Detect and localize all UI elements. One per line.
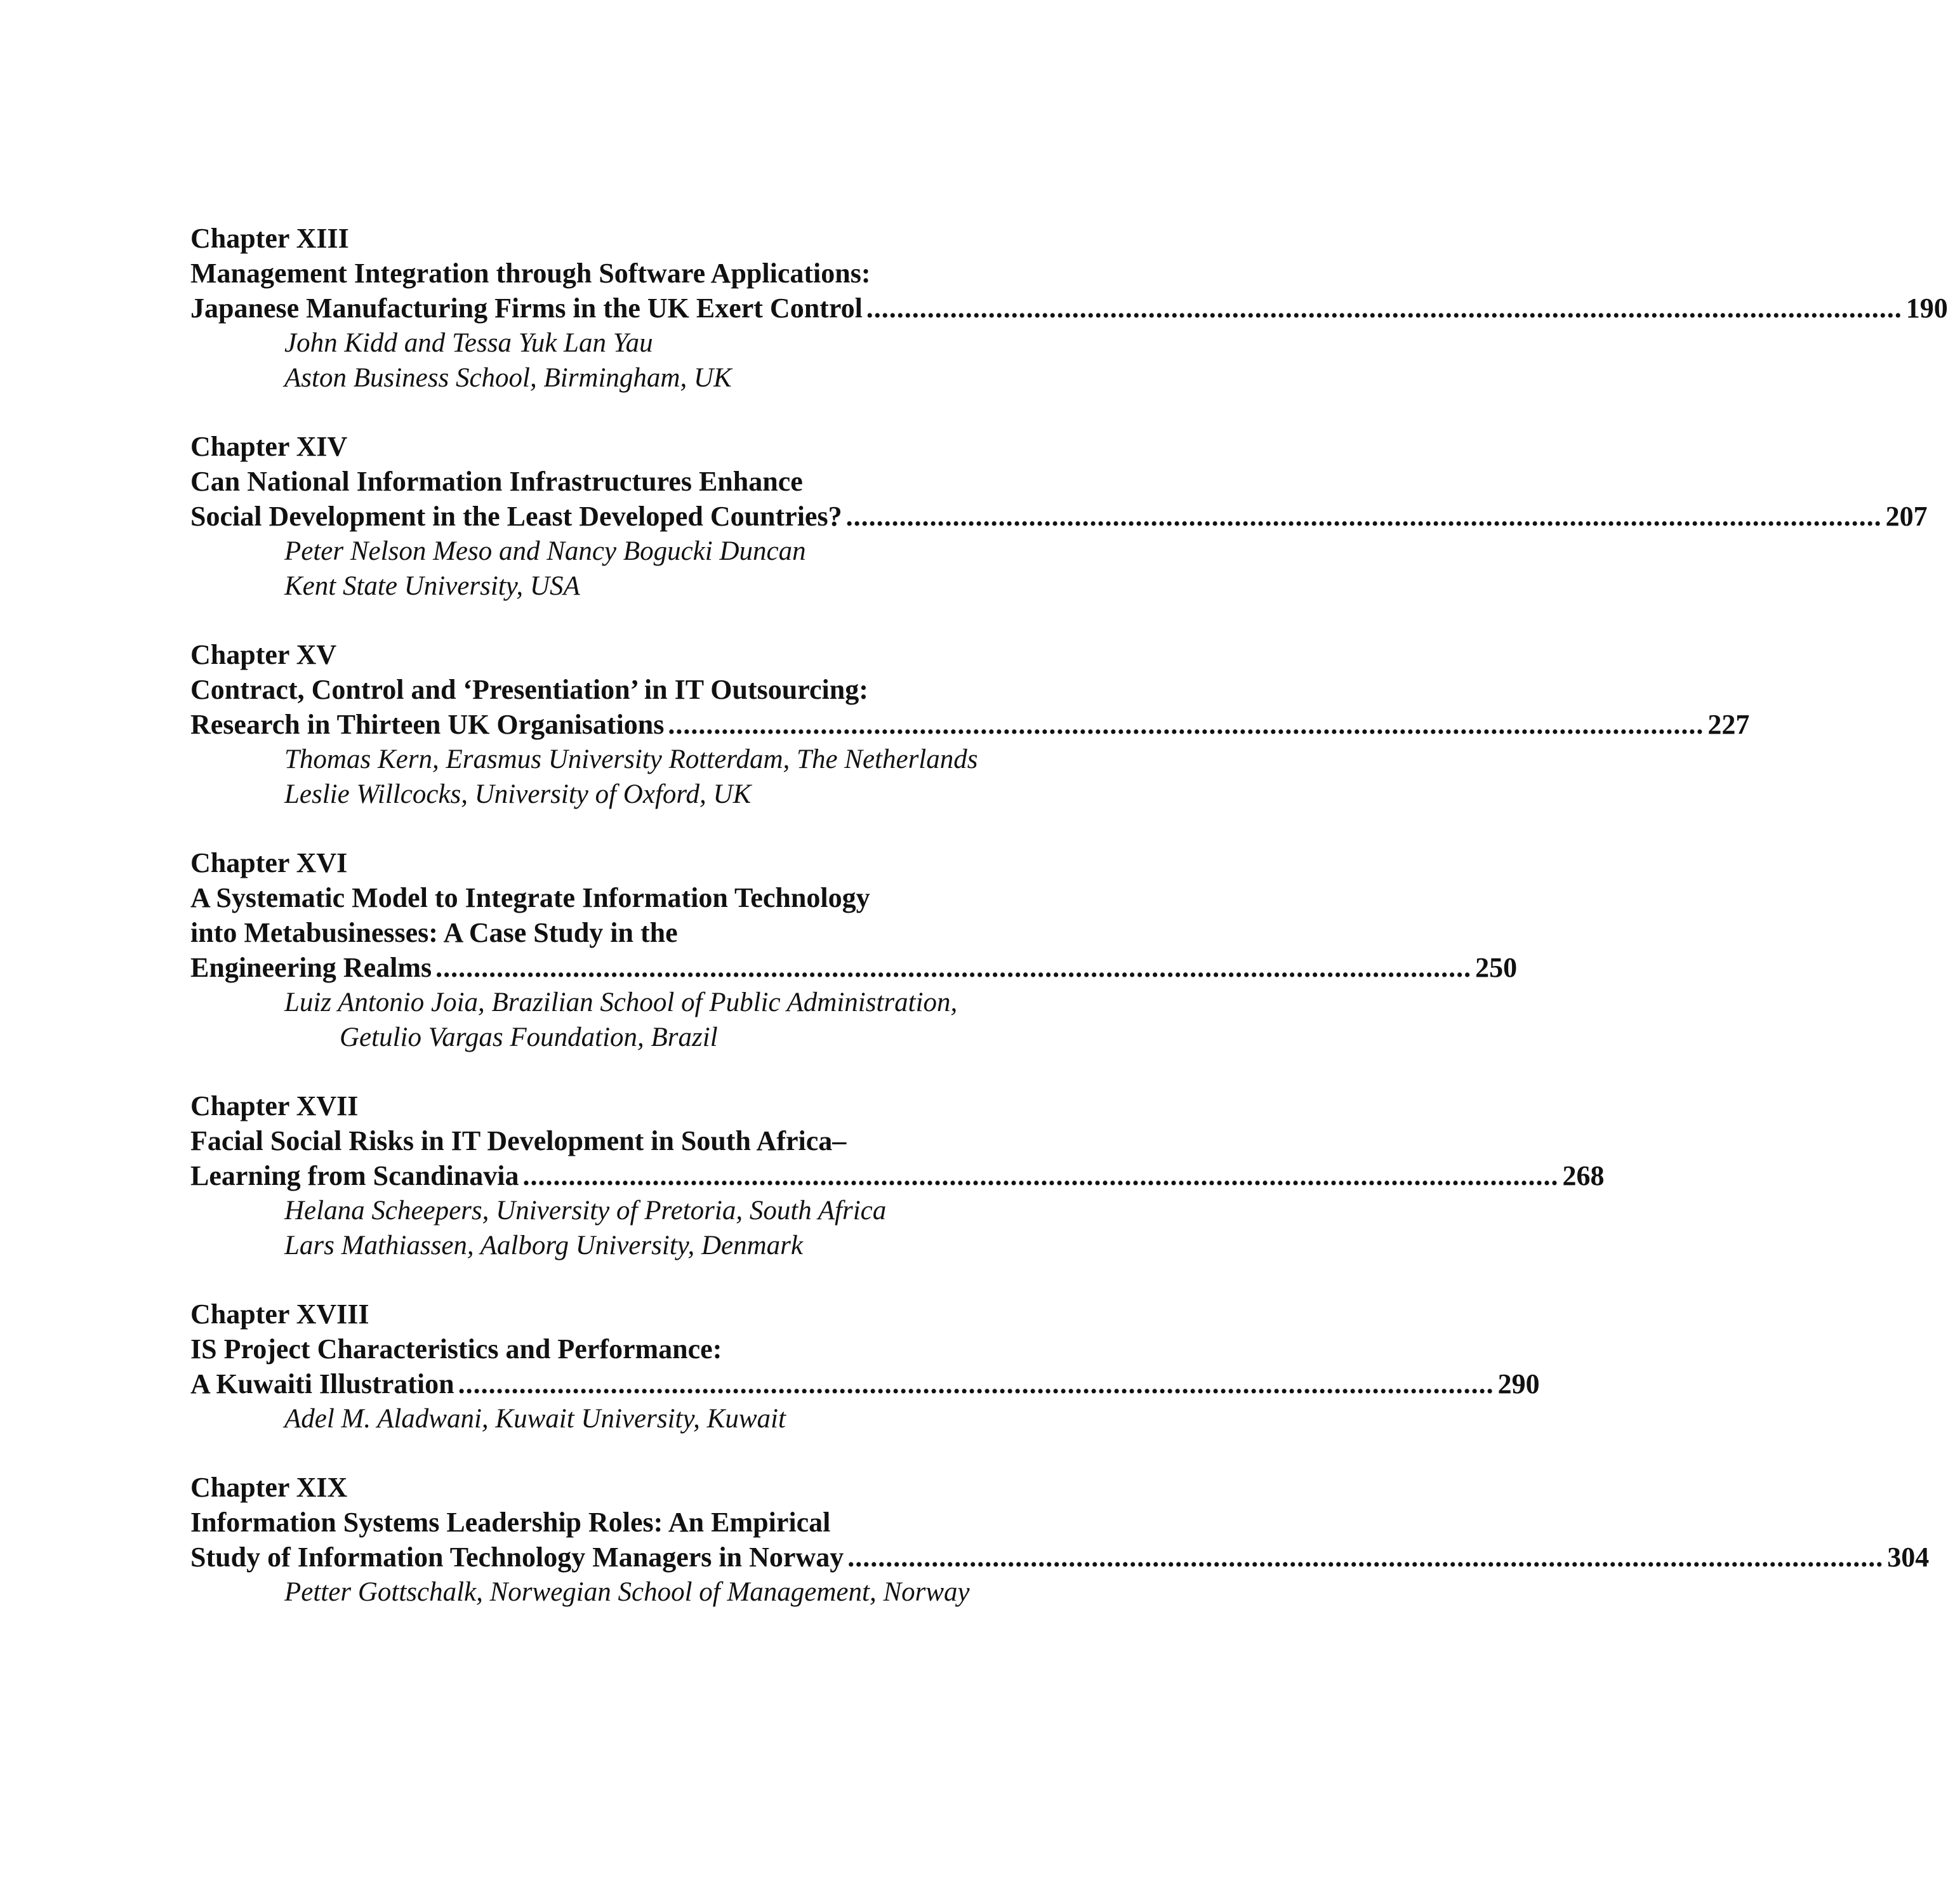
author-line: Thomas Kern, Erasmus University Rotterdam, The Netherlands: [284, 744, 978, 774]
page-number: 227: [1707, 709, 1750, 740]
chapter-title-end: Social Development in the Least Developed Countries?: [190, 501, 842, 532]
chapter-title-last-line: [190, 1158, 1605, 1193]
toc-entry: [190, 429, 1928, 604]
chapter-label: Chapter XIV: [190, 431, 348, 462]
author-line: Helana Scheepers, University of Pretoria, South Africa: [284, 1196, 887, 1226]
dot-leader: ........................................................................................................................................: [845, 501, 1882, 532]
affiliation-line: Kent State University, USA: [284, 571, 580, 601]
author-line: Peter Nelson Meso and Nancy Bogucki Duncan: [284, 536, 806, 566]
page-number: 268: [1562, 1160, 1605, 1191]
dot-leader: ........................................................................................................................................: [668, 709, 1704, 740]
toc-entry: [190, 1297, 1540, 1436]
chapter-title-line: Management Integration through Software Applications:: [190, 258, 871, 289]
chapter-title-last-line: [190, 707, 1750, 742]
dot-leader: ........................................................................................................................................: [847, 1542, 1884, 1573]
chapter-label: Chapter XIII: [190, 223, 349, 254]
chapter-title-end: A Kuwaiti Illustration: [190, 1368, 454, 1399]
author-line: Adel M. Aladwani, Kuwait University, Kuwait: [284, 1404, 786, 1434]
toc-entry: [190, 1088, 1605, 1263]
author-line: John Kidd and Tessa Yuk Lan Yau: [284, 328, 653, 358]
author-line: Leslie Willcocks, University of Oxford, UK: [284, 779, 752, 809]
chapter-title-line: IS Project Characteristics and Performance:: [190, 1333, 722, 1365]
page-number: 304: [1887, 1542, 1930, 1573]
chapter-title-line: Information Systems Leadership Roles: An Empirical: [190, 1507, 831, 1538]
chapter-title-line: A Systematic Model to Integrate Information Technology: [190, 882, 870, 913]
chapter-title-line: into Metabusinesses: A Case Study in the: [190, 917, 678, 948]
chapter-title-last-line: [190, 1540, 1930, 1575]
chapter-title-end: Japanese Manufacturing Firms in the UK Exert Control: [190, 293, 863, 324]
author-line: Lars Mathiassen, Aalborg University, Denmark: [284, 1231, 803, 1260]
affiliation-line: Getulio Vargas Foundation, Brazil: [340, 1022, 718, 1052]
page-number: 190: [1905, 293, 1948, 324]
chapter-title-end: Study of Information Technology Managers in Norway: [190, 1542, 844, 1573]
chapter-title-line: Contract, Control and ‘Presentiation’ in IT Outsourcing:: [190, 674, 868, 705]
chapter-title-end: Research in Thirteen UK Organisations: [190, 709, 665, 740]
dot-leader: ........................................................................................................................................: [435, 952, 1472, 983]
dot-leader: ........................................................................................................................................: [458, 1368, 1494, 1399]
page-number: 250: [1475, 952, 1518, 983]
table-of-contents: [190, 221, 1948, 1643]
toc-entry: [190, 637, 1750, 812]
chapter-title-last-line: [190, 950, 1518, 985]
chapter-label: Chapter XV: [190, 639, 337, 670]
chapter-title-line: Can National Information Infrastructures Enhance: [190, 466, 803, 497]
affiliation-line: Aston Business School, Birmingham, UK: [284, 363, 732, 393]
toc-entry: [190, 1470, 1930, 1610]
chapter-label: Chapter XVIII: [190, 1299, 369, 1330]
chapter-label: Chapter XVII: [190, 1090, 359, 1121]
dot-leader: ........................................................................................................................................: [522, 1160, 1559, 1191]
dot-leader: ........................................................................................................................................: [866, 293, 1902, 324]
toc-entry: [190, 845, 1518, 1055]
chapter-title-line: Facial Social Risks in IT Development in South Africa–: [190, 1125, 847, 1156]
chapter-title-last-line: [190, 291, 1948, 326]
toc-entry: [190, 221, 1948, 395]
page-number: 207: [1885, 501, 1928, 532]
chapter-title-end: Learning from Scandinavia: [190, 1160, 519, 1191]
chapter-title-last-line: [190, 499, 1928, 534]
chapter-title-last-line: [190, 1366, 1540, 1401]
chapter-label: Chapter XVI: [190, 847, 348, 878]
page-number: 290: [1497, 1368, 1540, 1399]
chapter-label: Chapter XIX: [190, 1472, 348, 1503]
author-line: Petter Gottschalk, Norwegian School of Management, Norway: [284, 1577, 970, 1607]
author-line: Luiz Antonio Joia, Brazilian School of Public Administration,: [284, 988, 958, 1017]
chapter-title-end: Engineering Realms: [190, 952, 432, 983]
